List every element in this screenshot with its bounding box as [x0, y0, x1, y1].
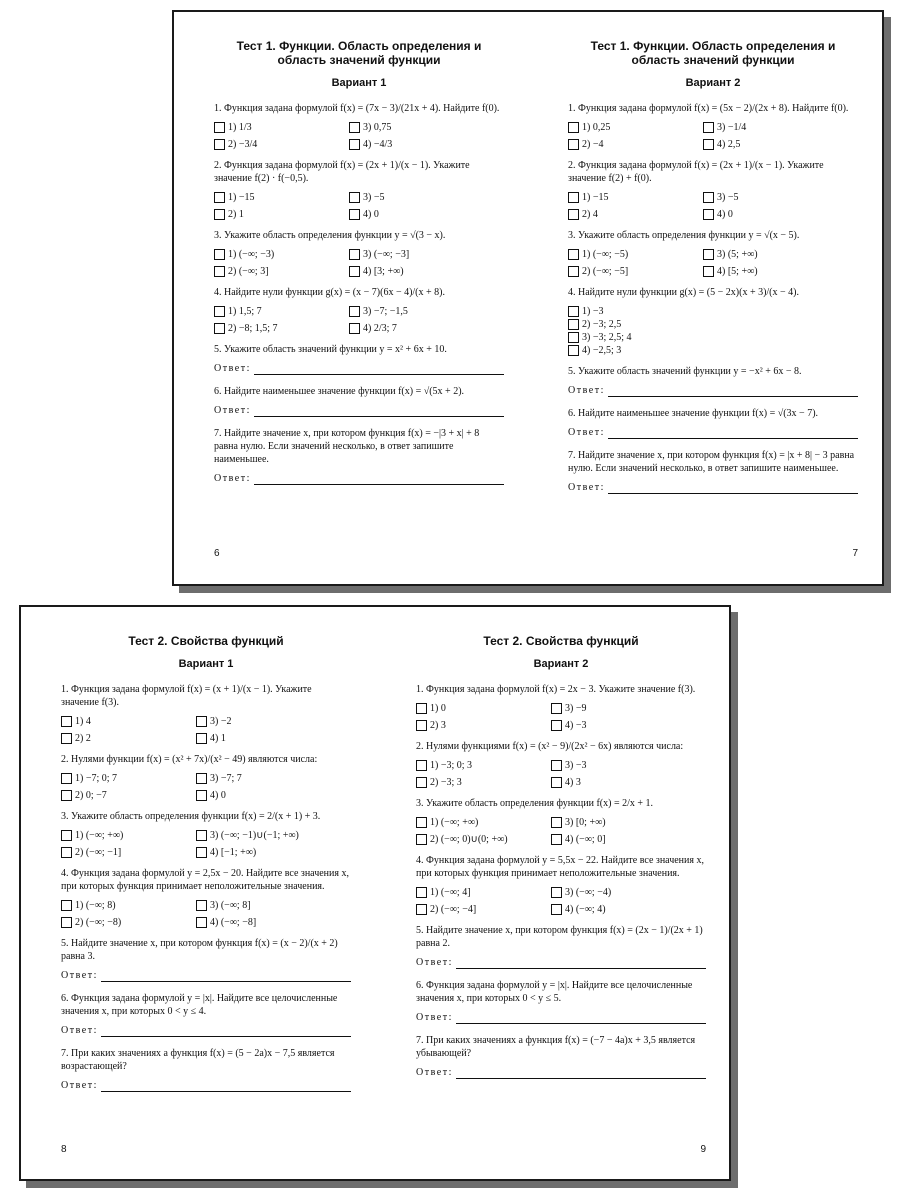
option-label: 2) −4 — [582, 139, 604, 150]
answer-option[interactable] — [196, 829, 331, 842]
checkbox-icon[interactable] — [196, 900, 207, 911]
question-text: 4. Найдите нули функции g(x) = (x − 7)(6x − 4)/(x + 8). — [214, 287, 445, 298]
checkbox-icon[interactable] — [214, 323, 225, 334]
checkbox-icon[interactable] — [416, 887, 427, 898]
question-text: 6. Найдите наименьшее значение функции f(x) = √(3x − 7). — [568, 408, 819, 419]
answer-option[interactable] — [196, 732, 331, 745]
question-text: 5. Укажите область значений функции y = −x² + 6x − 8. — [568, 366, 802, 377]
checkbox-icon[interactable] — [568, 139, 579, 150]
page-8 — [61, 607, 351, 1155]
answer-option[interactable] — [568, 344, 858, 357]
checkbox-icon[interactable] — [61, 733, 72, 744]
checkbox-icon[interactable] — [416, 777, 427, 788]
answer-label: Ответ: — [214, 405, 251, 416]
option-label: 3) (−∞; −1)∪(−1; +∞) — [210, 830, 299, 841]
answer-field[interactable] — [61, 969, 351, 982]
option-label: 2) 1 — [228, 209, 244, 220]
question-text: 7. При каких значениях a функция f(x) = (−7 − 4a)x + 3,5 является убывающей? — [416, 1035, 696, 1059]
page-number: 7 — [852, 548, 858, 559]
checkbox-icon[interactable] — [568, 122, 579, 133]
option-label: 3) [0; +∞) — [565, 817, 606, 828]
answer-option[interactable] — [551, 833, 686, 846]
checkbox-icon[interactable] — [551, 817, 562, 828]
answer-option[interactable] — [214, 208, 349, 221]
checkbox-icon[interactable] — [349, 323, 360, 334]
answer-label: Ответ: — [416, 957, 453, 968]
answer-options — [61, 899, 351, 929]
answer-option[interactable] — [214, 121, 349, 134]
checkbox-icon[interactable] — [551, 703, 562, 714]
answer-option[interactable] — [416, 719, 551, 732]
test-title: Тест 1. Функции. Область определения и область значений функции — [236, 39, 482, 67]
page-6 — [214, 12, 504, 559]
answer-label: Ответ: — [416, 1012, 453, 1023]
answer-option[interactable] — [349, 322, 484, 335]
page-7 — [568, 12, 858, 559]
answer-label: Ответ: — [568, 427, 605, 438]
answer-option[interactable] — [703, 191, 838, 204]
checkbox-icon[interactable] — [568, 306, 579, 317]
option-label: 2) (−∞; −4] — [430, 904, 477, 915]
page-number: 8 — [61, 1144, 67, 1155]
answer-label: Ответ: — [568, 482, 605, 493]
answer-label: Ответ: — [61, 1080, 98, 1091]
question-text: 5. Найдите значение x, при котором функция f(x) = (x − 2)/(x + 2) равна 3. — [61, 938, 338, 962]
answer-option[interactable] — [568, 138, 703, 151]
option-label: 3) −3 — [565, 760, 587, 771]
answer-options — [568, 305, 858, 357]
checkbox-icon[interactable] — [703, 122, 714, 133]
option-label: 2) 2 — [75, 733, 91, 744]
option-label: 4) [−1; +∞) — [210, 847, 257, 858]
test-title: Тест 1. Функции. Область определения и область значений функции — [590, 39, 836, 67]
answer-options — [61, 772, 351, 802]
answer-line[interactable] — [608, 483, 858, 494]
checkbox-icon[interactable] — [568, 345, 579, 356]
option-label: 2) (−∞; 3] — [228, 266, 269, 277]
option-label: 1) 1,5; 7 — [228, 306, 262, 317]
option-label: 4) 2,5 — [717, 139, 741, 150]
option-label: 2) (−∞; −1] — [75, 847, 122, 858]
question-text: 6. Найдите наименьшее значение функции f(x) = √(5x + 2). — [214, 386, 465, 397]
answer-field[interactable] — [416, 956, 706, 969]
answer-options — [61, 715, 351, 745]
answer-options — [416, 886, 706, 916]
answer-option[interactable] — [349, 121, 484, 134]
option-label: 2) (−∞; −8) — [75, 917, 122, 928]
question-text: 2. Нулями функции f(x) = (x² + 7x)/(x² − 49) являются числа: — [61, 754, 318, 765]
answer-options — [568, 248, 858, 278]
answer-option[interactable] — [416, 886, 551, 899]
test-title: Тест 2. Свойства функций — [483, 634, 639, 648]
answer-field[interactable] — [61, 1079, 351, 1092]
option-label: 1) (−∞; 4] — [430, 887, 471, 898]
checkbox-icon[interactable] — [61, 900, 72, 911]
option-label: 4) −2,5; 3 — [582, 345, 622, 356]
question-text: 3. Укажите область определения функции f(x) = 2/x + 1. — [416, 798, 654, 809]
answer-option[interactable] — [349, 265, 484, 278]
checkbox-icon[interactable] — [568, 332, 579, 343]
answer-line[interactable] — [254, 364, 504, 375]
option-label: 2) 4 — [582, 209, 598, 220]
checkbox-icon[interactable] — [416, 720, 427, 731]
option-label: 3) −3; 2,5; 4 — [582, 332, 632, 343]
answer-option[interactable] — [214, 265, 349, 278]
answer-options — [568, 121, 858, 151]
answer-option[interactable] — [214, 191, 349, 204]
option-label: 2) −3/4 — [228, 139, 258, 150]
answer-field[interactable] — [568, 426, 858, 439]
option-label: 1) −3; 0; 3 — [430, 760, 473, 771]
answer-option[interactable] — [551, 886, 686, 899]
answer-option[interactable] — [568, 248, 703, 261]
question-text: 1. Функция задана формулой f(x) = (5x − 2)/(2x + 8). Найдите f(0). — [568, 103, 849, 114]
variant-heading: Вариант 2 — [533, 658, 589, 670]
checkbox-icon[interactable] — [349, 122, 360, 133]
question-text: 7. При каких значениях a функция f(x) = (5 − 2a)x − 7,5 является возрастающей? — [61, 1048, 335, 1072]
answer-option[interactable] — [568, 265, 703, 278]
option-label: 1) (−∞; +∞) — [75, 830, 124, 841]
checkbox-icon[interactable] — [551, 760, 562, 771]
question-text: 1. Функция задана формулой f(x) = (7x − 3)/(21x + 4). Найдите f(0). — [214, 103, 500, 114]
question-text: 4. Найдите нули функции g(x) = (5 − 2x)(x + 3)/(x − 4). — [568, 287, 799, 298]
answer-option[interactable] — [61, 916, 196, 929]
variant-heading: Вариант 1 — [331, 77, 387, 89]
checkbox-icon[interactable] — [196, 847, 207, 858]
option-label: 1) (−∞; −3) — [228, 249, 275, 260]
checkbox-icon[interactable] — [568, 192, 579, 203]
answer-line[interactable] — [608, 428, 858, 439]
checkbox-icon[interactable] — [416, 760, 427, 771]
checkbox-icon[interactable] — [349, 266, 360, 277]
answer-field[interactable] — [61, 1024, 351, 1037]
answer-option[interactable] — [214, 322, 349, 335]
checkbox-icon[interactable] — [214, 192, 225, 203]
answer-option[interactable] — [61, 789, 196, 802]
answer-options — [416, 702, 706, 732]
page-number: 9 — [700, 1144, 706, 1155]
option-label: 3) −9 — [565, 703, 587, 714]
checkbox-icon[interactable] — [416, 904, 427, 915]
question-text: 7. Найдите значение x, при котором функция f(x) = |x + 8| − 3 равна нулю. Если значений несколько, в ответ запишите наименьшее. — [568, 450, 855, 474]
option-label: 4) [3; +∞) — [363, 266, 404, 277]
answer-field[interactable] — [568, 481, 858, 494]
question-text: 2. Функция задана формулой f(x) = (2x + 1)/(x − 1). Укажите значение f(2) · f(−0,5). — [214, 160, 470, 184]
option-label: 3) −7; 7 — [210, 773, 242, 784]
page-spread-test-2 — [19, 605, 731, 1181]
checkbox-icon[interactable] — [214, 209, 225, 220]
answer-option[interactable] — [196, 789, 331, 802]
checkbox-icon[interactable] — [703, 249, 714, 260]
checkbox-icon[interactable] — [703, 192, 714, 203]
question-text: 4. Функция задана формулой y = 2,5x − 20. Найдите все значения x, при которых функция принимает неположительные значения. — [61, 868, 349, 892]
option-label: 3) (−∞; 8] — [210, 900, 251, 911]
answer-option[interactable] — [349, 138, 484, 151]
answer-option[interactable] — [61, 772, 196, 785]
answer-options — [61, 829, 351, 859]
checkbox-icon[interactable] — [551, 887, 562, 898]
answer-option[interactable] — [61, 899, 196, 912]
answer-label: Ответ: — [416, 1067, 453, 1078]
option-label: 4) (−∞; −8] — [210, 917, 257, 928]
checkbox-icon[interactable] — [551, 720, 562, 731]
checkbox-icon[interactable] — [568, 319, 579, 330]
answer-option[interactable] — [214, 305, 349, 318]
option-label: 4) −3 — [565, 720, 587, 731]
option-label: 4) 0 — [717, 209, 733, 220]
answer-options — [214, 121, 504, 151]
option-label: 3) −5 — [717, 192, 739, 203]
variant-heading: Вариант 2 — [685, 77, 741, 89]
question-text: 5. Найдите значение x, при котором функция f(x) = (2x − 1)/(2x + 1) равна 2. — [416, 925, 703, 949]
option-label: 3) −7; −1,5 — [363, 306, 408, 317]
answer-option[interactable] — [551, 719, 686, 732]
variant-heading: Вариант 1 — [178, 658, 234, 670]
option-label: 3) −1/4 — [717, 122, 747, 133]
question-text: 1. Функция задана формулой f(x) = 2x − 3. Укажите значение f(3). — [416, 684, 696, 695]
answer-line[interactable] — [456, 1013, 706, 1024]
checkbox-icon[interactable] — [214, 122, 225, 133]
option-label: 3) −2 — [210, 716, 232, 727]
answer-label: Ответ: — [61, 970, 98, 981]
answer-field[interactable] — [214, 404, 504, 417]
option-label: 4) −4/3 — [363, 139, 393, 150]
answer-field[interactable] — [416, 1066, 706, 1079]
option-label: 4) 0 — [363, 209, 379, 220]
checkbox-icon[interactable] — [703, 209, 714, 220]
answer-field[interactable] — [214, 362, 504, 375]
answer-option[interactable] — [416, 702, 551, 715]
option-label: 1) (−∞; 8) — [75, 900, 116, 911]
checkbox-icon[interactable] — [214, 139, 225, 150]
answer-label: Ответ: — [61, 1025, 98, 1036]
checkbox-icon[interactable] — [568, 209, 579, 220]
answer-options — [416, 759, 706, 789]
option-label: 1) −15 — [228, 192, 255, 203]
option-label: 4) (−∞; 0] — [565, 834, 606, 845]
question-text: 2. Нулями функциями f(x) = (x² − 9)/(2x² − 6x) являются числа: — [416, 741, 684, 752]
checkbox-icon[interactable] — [349, 139, 360, 150]
answer-option[interactable] — [703, 208, 838, 221]
question-text: 6. Функция задана формулой y = |x|. Найдите все целочисленные значения x, при которых 0 < y ≤ 4. — [61, 993, 338, 1017]
checkbox-icon[interactable] — [196, 773, 207, 784]
answer-option[interactable] — [703, 138, 838, 151]
option-label: 2) (−∞; 0)∪(0; +∞) — [430, 834, 508, 845]
checkbox-icon[interactable] — [551, 777, 562, 788]
test-title: Тест 2. Свойства функций — [128, 634, 284, 648]
checkbox-icon[interactable] — [349, 192, 360, 203]
checkbox-icon[interactable] — [61, 790, 72, 801]
checkbox-icon[interactable] — [416, 817, 427, 828]
checkbox-icon[interactable] — [61, 830, 72, 841]
answer-option[interactable] — [196, 899, 331, 912]
checkbox-icon[interactable] — [196, 716, 207, 727]
checkbox-icon[interactable] — [551, 904, 562, 915]
page-number: 6 — [214, 548, 220, 559]
question-text: 4. Функция задана формулой y = 5,5x − 22. Найдите все значения x, при которых функция принимает неположительные значения. — [416, 855, 704, 879]
page-spread-test-1 — [172, 10, 884, 586]
page-9 — [416, 607, 706, 1155]
answer-line[interactable] — [101, 1026, 351, 1037]
checkbox-icon[interactable] — [214, 306, 225, 317]
answer-line[interactable] — [101, 971, 351, 982]
answer-field[interactable] — [214, 472, 504, 485]
question-text: 3. Укажите область определения функции f(x) = 2/(x + 1) + 3. — [61, 811, 321, 822]
question-text: 3. Укажите область определения функции y = √(3 − x). — [214, 230, 446, 241]
answer-line[interactable] — [608, 386, 858, 397]
option-label: 4) 2/3; 7 — [363, 323, 397, 334]
option-label: 2) 0; −7 — [75, 790, 107, 801]
option-label: 1) 0 — [430, 703, 446, 714]
answer-line[interactable] — [254, 474, 504, 485]
option-label: 4) 1 — [210, 733, 226, 744]
option-label: 3) (−∞; −3] — [363, 249, 410, 260]
checkbox-icon[interactable] — [61, 917, 72, 928]
checkbox-icon[interactable] — [196, 790, 207, 801]
answer-line[interactable] — [456, 958, 706, 969]
answer-options — [214, 248, 504, 278]
answer-option[interactable] — [61, 732, 196, 745]
answer-option[interactable] — [196, 916, 331, 929]
answer-field[interactable] — [416, 1011, 706, 1024]
option-label: 1) −3 — [582, 306, 604, 317]
option-label: 1) 4 — [75, 716, 91, 727]
answer-option[interactable] — [416, 833, 551, 846]
option-label: 4) [5; +∞) — [717, 266, 758, 277]
checkbox-icon[interactable] — [196, 917, 207, 928]
checkbox-icon[interactable] — [568, 266, 579, 277]
question-text: 1. Функция задана формулой f(x) = (x + 1)/(x − 1). Укажите значение f(3). — [61, 684, 312, 708]
answer-option[interactable] — [703, 265, 838, 278]
checkbox-icon[interactable] — [61, 773, 72, 784]
option-label: 1) (−∞; +∞) — [430, 817, 479, 828]
checkbox-icon[interactable] — [703, 139, 714, 150]
answer-option[interactable] — [551, 903, 686, 916]
option-label: 3) (5; +∞) — [717, 249, 758, 260]
answer-label: Ответ: — [214, 363, 251, 374]
answer-option[interactable] — [568, 191, 703, 204]
answer-option[interactable] — [349, 208, 484, 221]
checkbox-icon[interactable] — [61, 716, 72, 727]
answer-label: Ответ: — [568, 385, 605, 396]
option-label: 2) (−∞; −5] — [582, 266, 629, 277]
question-text: 5. Укажите область значений функции y = x² + 6x + 10. — [214, 344, 447, 355]
option-label: 3) −5 — [363, 192, 385, 203]
checkbox-icon[interactable] — [551, 834, 562, 845]
checkbox-icon[interactable] — [349, 306, 360, 317]
answer-option[interactable] — [349, 191, 484, 204]
answer-options — [214, 191, 504, 221]
answer-option[interactable] — [568, 305, 858, 318]
question-text: 7. Найдите значение x, при котором функция f(x) = −|3 + x| + 8 равна нулю. Если значений несколько, в ответ запишите наименьшее. — [214, 428, 480, 465]
option-label: 4) 0 — [210, 790, 226, 801]
option-label: 1) −7; 0; 7 — [75, 773, 118, 784]
option-label: 2) −8; 1,5; 7 — [228, 323, 278, 334]
answer-option[interactable] — [551, 759, 686, 772]
answer-line[interactable] — [254, 406, 504, 417]
answer-option[interactable] — [703, 121, 838, 134]
answer-line[interactable] — [456, 1068, 706, 1079]
checkbox-icon[interactable] — [214, 266, 225, 277]
checkbox-icon[interactable] — [416, 834, 427, 845]
option-label: 1) 0,25 — [582, 122, 611, 133]
checkbox-icon[interactable] — [349, 249, 360, 260]
answer-option[interactable] — [551, 702, 686, 715]
answer-option[interactable] — [568, 318, 858, 331]
answer-label: Ответ: — [214, 473, 251, 484]
option-label: 1) −15 — [582, 192, 609, 203]
answer-option[interactable] — [61, 846, 196, 859]
answer-option[interactable] — [416, 816, 551, 829]
option-label: 2) −3; 3 — [430, 777, 462, 788]
answer-option[interactable] — [61, 829, 196, 842]
answer-option[interactable] — [703, 248, 838, 261]
answer-option[interactable] — [416, 759, 551, 772]
answer-option[interactable] — [551, 816, 686, 829]
checkbox-icon[interactable] — [196, 733, 207, 744]
option-label: 1) 1/3 — [228, 122, 252, 133]
checkbox-icon[interactable] — [196, 830, 207, 841]
answer-option[interactable] — [416, 903, 551, 916]
answer-option[interactable] — [416, 776, 551, 789]
question-text: 3. Укажите область определения функции y = √(x − 5). — [568, 230, 800, 241]
answer-option[interactable] — [568, 208, 703, 221]
answer-option[interactable] — [196, 846, 331, 859]
checkbox-icon[interactable] — [703, 266, 714, 277]
answer-option[interactable] — [61, 715, 196, 728]
answer-option[interactable] — [196, 772, 331, 785]
answer-line[interactable] — [101, 1081, 351, 1092]
option-label: 3) 0,75 — [363, 122, 392, 133]
option-label: 4) 3 — [565, 777, 581, 788]
checkbox-icon[interactable] — [416, 703, 427, 714]
checkbox-icon[interactable] — [214, 249, 225, 260]
answer-options — [568, 191, 858, 221]
checkbox-icon[interactable] — [349, 209, 360, 220]
answer-option[interactable] — [568, 331, 858, 344]
answer-option[interactable] — [551, 776, 686, 789]
answer-field[interactable] — [568, 384, 858, 397]
question-text: 2. Функция задана формулой f(x) = (2x + 1)/(x − 1). Укажите значение f(2) + f(0). — [568, 160, 824, 184]
answer-option[interactable] — [568, 121, 703, 134]
answer-options — [416, 816, 706, 846]
option-label: 2) 3 — [430, 720, 446, 731]
answer-option[interactable] — [214, 138, 349, 151]
option-label: 2) −3; 2,5 — [582, 319, 622, 330]
checkbox-icon[interactable] — [568, 249, 579, 260]
answer-options — [214, 305, 504, 335]
option-label: 1) (−∞; −5) — [582, 249, 629, 260]
option-label: 4) (−∞; 4) — [565, 904, 606, 915]
answer-option[interactable] — [196, 715, 331, 728]
answer-option[interactable] — [349, 248, 484, 261]
checkbox-icon[interactable] — [61, 847, 72, 858]
answer-option[interactable] — [349, 305, 484, 318]
question-text: 6. Функция задана формулой y = |x|. Найдите все целочисленные значения x, при которых 0 < y ≤ 5. — [416, 980, 693, 1004]
option-label: 3) (−∞; −4) — [565, 887, 612, 898]
answer-option[interactable] — [214, 248, 349, 261]
